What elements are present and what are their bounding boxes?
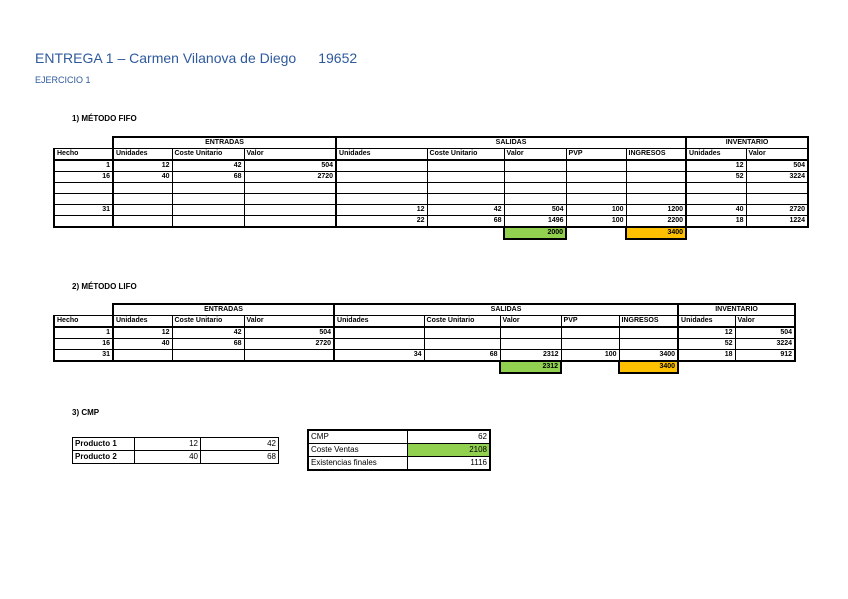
table-cell xyxy=(54,194,113,205)
summary-value: 62 xyxy=(407,430,490,444)
table-cell xyxy=(172,350,244,362)
table-cell: 2200 xyxy=(626,216,686,228)
table-row xyxy=(54,205,808,216)
summary-label: CMP xyxy=(308,430,407,444)
lifo-total-valor: 2312 xyxy=(500,361,561,373)
table-cell: 3400 xyxy=(619,350,678,362)
table-cell xyxy=(424,327,500,339)
table-cell: 68 xyxy=(427,216,504,228)
fifo-total-valor: 2000 xyxy=(504,227,566,239)
fifo-group-row xyxy=(54,137,808,149)
table-cell xyxy=(626,172,686,183)
lifo-group-entradas: ENTRADAS xyxy=(113,304,334,316)
table-cell xyxy=(172,194,244,205)
student-number: 19652 xyxy=(318,50,358,66)
table-cell xyxy=(113,205,172,216)
col-header: PVP xyxy=(561,316,619,328)
table-cell xyxy=(427,172,504,183)
table-row xyxy=(54,172,808,183)
table-cell: 12 xyxy=(686,160,746,172)
table-cell: 12 xyxy=(336,205,427,216)
table-cell xyxy=(113,216,172,228)
col-header: Valor xyxy=(244,316,334,328)
table-cell: 18 xyxy=(686,216,746,228)
table-cell: 42 xyxy=(172,327,244,339)
table-cell: 1 xyxy=(54,327,113,339)
table-cell xyxy=(427,183,504,194)
col-header: Unidades xyxy=(686,149,746,161)
table-cell xyxy=(500,339,561,350)
table-cell: 40 xyxy=(686,205,746,216)
table-cell xyxy=(686,183,746,194)
table-cell xyxy=(336,183,427,194)
table-row xyxy=(54,350,795,362)
table-cell: 12 xyxy=(113,160,172,172)
table-cell xyxy=(427,194,504,205)
table-cell: 912 xyxy=(735,350,795,362)
table-cell xyxy=(172,205,244,216)
exercise-label: EJERCICIO 1 xyxy=(35,75,91,85)
fifo-total-row xyxy=(54,227,808,239)
table-cell xyxy=(746,183,808,194)
table-cell: 42 xyxy=(427,205,504,216)
summary-label: Coste Ventas xyxy=(308,444,407,457)
table-cell xyxy=(626,183,686,194)
col-header: Valor xyxy=(500,316,561,328)
table-cell: 40 xyxy=(113,339,172,350)
table-cell xyxy=(336,194,427,205)
table-cell xyxy=(566,172,626,183)
fifo-group-inventario: INVENTARIO xyxy=(686,137,808,149)
table-cell xyxy=(244,183,336,194)
lifo-total-ingresos: 3400 xyxy=(619,361,678,373)
table-row xyxy=(54,327,795,339)
table-cell: 12 xyxy=(113,327,172,339)
table-cell xyxy=(424,339,500,350)
col-header: Unidades xyxy=(678,316,735,328)
table-cell xyxy=(504,183,566,194)
table-cell: 1 xyxy=(54,160,113,172)
table-cell xyxy=(54,216,113,228)
summary-label: Existencias finales xyxy=(308,457,407,471)
table-cell xyxy=(244,216,336,228)
col-header: Unidades xyxy=(336,149,427,161)
table-cell xyxy=(566,183,626,194)
table-cell: 34 xyxy=(334,350,424,362)
table-cell: 68 xyxy=(172,172,244,183)
table-cell xyxy=(334,327,424,339)
table-cell xyxy=(172,216,244,228)
fifo-heading: 1) MÉTODO FIFO xyxy=(72,114,137,123)
product-name: Producto 2 xyxy=(73,451,135,464)
table-cell xyxy=(626,160,686,172)
table-row xyxy=(54,160,808,172)
lifo-group-row xyxy=(54,304,795,316)
table-cell xyxy=(626,194,686,205)
table-cell: 504 xyxy=(746,160,808,172)
col-header: PVP xyxy=(566,149,626,161)
table-cell: 3224 xyxy=(735,339,795,350)
col-header: Valor xyxy=(746,149,808,161)
table-cell xyxy=(113,183,172,194)
cmp-heading: 3) CMP xyxy=(72,408,100,417)
table-cell: 100 xyxy=(566,205,626,216)
lifo-group-inventario: INVENTARIO xyxy=(678,304,795,316)
col-header: Hecho xyxy=(54,316,113,328)
table-cell: 3224 xyxy=(746,172,808,183)
table-row xyxy=(54,339,795,350)
fifo-table xyxy=(53,136,809,240)
table-cell: 40 xyxy=(113,172,172,183)
table-cell: 2720 xyxy=(746,205,808,216)
lifo-group-salidas: SALIDAS xyxy=(334,304,678,316)
table-cell: 12 xyxy=(678,327,735,339)
col-header: Valor xyxy=(504,149,566,161)
table-cell: 100 xyxy=(561,350,619,362)
table-cell xyxy=(566,194,626,205)
table-cell xyxy=(504,172,566,183)
table-cell: 22 xyxy=(336,216,427,228)
fifo-total-ingresos: 3400 xyxy=(626,227,686,239)
col-header: INGRESOS xyxy=(619,316,678,328)
col-header: Valor xyxy=(244,149,336,161)
col-header: INGRESOS xyxy=(626,149,686,161)
table-cell: 504 xyxy=(504,205,566,216)
table-cell xyxy=(746,194,808,205)
col-header: Coste Unitario xyxy=(427,149,504,161)
product-row xyxy=(73,438,279,451)
table-cell xyxy=(561,339,619,350)
table-cell xyxy=(504,194,566,205)
lifo-column-header-row xyxy=(54,316,795,328)
table-cell xyxy=(561,327,619,339)
table-cell xyxy=(334,339,424,350)
table-row xyxy=(54,194,808,205)
table-cell xyxy=(172,183,244,194)
col-header: Coste Unitario xyxy=(424,316,500,328)
table-cell xyxy=(500,327,561,339)
table-cell xyxy=(619,339,678,350)
col-header: Unidades xyxy=(113,149,172,161)
table-cell xyxy=(336,160,427,172)
product-name: Producto 1 xyxy=(73,438,135,451)
fifo-body xyxy=(54,160,808,227)
summary-row xyxy=(308,457,490,471)
summary-row xyxy=(308,444,490,457)
table-cell: 16 xyxy=(54,339,113,350)
table-cell: 1496 xyxy=(504,216,566,228)
table-cell: 1200 xyxy=(626,205,686,216)
table-cell: 2720 xyxy=(244,172,336,183)
table-cell: 16 xyxy=(54,172,113,183)
col-header: Unidades xyxy=(334,316,424,328)
title-text: ENTREGA 1 – Carmen Vilanova de Diego xyxy=(35,50,297,66)
col-header: Coste Unitario xyxy=(172,316,244,328)
table-cell xyxy=(619,327,678,339)
table-cell: 68 xyxy=(172,339,244,350)
table-cell: 504 xyxy=(735,327,795,339)
table-cell xyxy=(113,194,172,205)
lifo-table xyxy=(53,303,796,374)
table-cell: 2720 xyxy=(244,339,334,350)
table-cell: 31 xyxy=(54,350,113,362)
col-header: Unidades xyxy=(113,316,172,328)
product-cost: 42 xyxy=(201,438,279,451)
table-cell: 31 xyxy=(54,205,113,216)
table-cell: 68 xyxy=(424,350,500,362)
summary-value: 1116 xyxy=(407,457,490,471)
table-cell: 2312 xyxy=(500,350,561,362)
col-header: Hecho xyxy=(54,149,113,161)
table-cell: 52 xyxy=(678,339,735,350)
product-cost: 68 xyxy=(201,451,279,464)
summary-value: 2108 xyxy=(407,444,490,457)
cmp-products-table xyxy=(72,437,279,464)
summary-row xyxy=(308,430,490,444)
table-cell: 18 xyxy=(678,350,735,362)
product-row xyxy=(73,451,279,464)
col-header: Coste Unitario xyxy=(172,149,244,161)
fifo-group-salidas: SALIDAS xyxy=(336,137,686,149)
table-row xyxy=(54,216,808,228)
table-cell xyxy=(244,194,336,205)
table-cell xyxy=(686,194,746,205)
table-cell xyxy=(244,205,336,216)
table-cell: 1224 xyxy=(746,216,808,228)
product-units: 12 xyxy=(135,438,201,451)
table-row xyxy=(54,183,808,194)
table-cell: 504 xyxy=(244,327,334,339)
table-cell xyxy=(427,160,504,172)
lifo-heading: 2) MÉTODO LIFO xyxy=(72,282,137,291)
lifo-body xyxy=(54,327,795,361)
page-title xyxy=(35,50,357,66)
table-cell: 504 xyxy=(244,160,336,172)
fifo-group-entradas: ENTRADAS xyxy=(113,137,336,149)
cmp-summary-table xyxy=(307,429,491,471)
table-cell xyxy=(566,160,626,172)
table-cell: 100 xyxy=(566,216,626,228)
table-cell xyxy=(244,350,334,362)
table-cell: 52 xyxy=(686,172,746,183)
table-cell xyxy=(336,172,427,183)
lifo-total-row xyxy=(54,361,795,373)
product-units: 40 xyxy=(135,451,201,464)
col-header: Valor xyxy=(735,316,795,328)
table-cell xyxy=(54,183,113,194)
table-cell xyxy=(113,350,172,362)
fifo-column-header-row xyxy=(54,149,808,161)
table-cell: 42 xyxy=(172,160,244,172)
table-cell xyxy=(504,160,566,172)
